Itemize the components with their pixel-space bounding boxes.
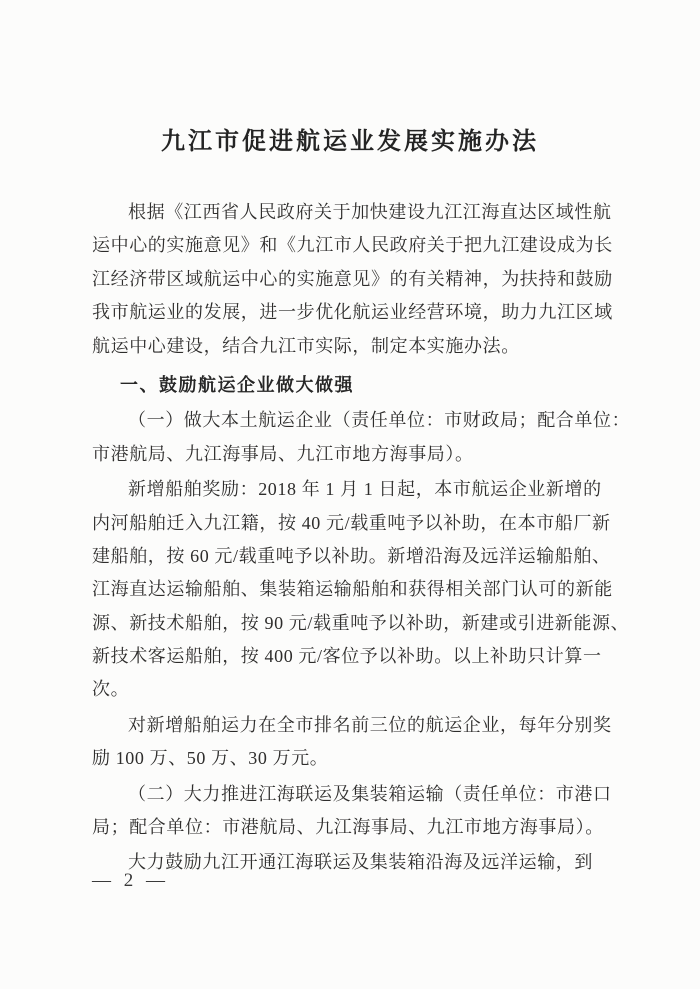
page-number: — 2 —	[92, 870, 169, 891]
text-line: 源、新技术船舶，按 90 元/载重吨予以补助，新建或引进新能源、	[92, 612, 630, 633]
text-line: 江海直达运输船舶、集装箱运输船舶和获得相关部门认可的新能	[92, 579, 613, 600]
text-line: 建船舶，按 60 元/载重吨予以补助。新增沿海及远洋运输船舶、	[92, 545, 611, 566]
text-line: 我市航运业的发展，进一步优化航运业经营环境，助力九江区域	[92, 302, 613, 323]
paragraph-ship-subsidy	[92, 473, 630, 707]
document-title: 九江市促进航运业发展实施办法	[161, 128, 539, 155]
text-line: 航运中心建设，结合九江市实际，制定本实施办法。	[92, 335, 520, 356]
text-line: 新增船舶奖励：2018 年 1 月 1 日起，本市航运企业新增的	[128, 479, 602, 500]
text-line: 局；配合单位：市港航局、九江海事局、九江市地方海事局）。	[92, 817, 604, 838]
text-line: 江经济带区域航运中心的实施意见》的有关精神，为扶持和鼓励	[92, 268, 613, 289]
paragraph-capacity-award	[92, 709, 612, 776]
paragraph-intro	[92, 196, 612, 363]
text-line: （一）做大本土航运企业（责任单位：市财政局；配合单位：	[128, 410, 631, 431]
text-line: 大力鼓励九江开通江海联运及集装箱沿海及远洋运输，到	[128, 852, 593, 873]
text-line: 根据《江西省人民政府关于加快建设九江江海直达区域性航	[128, 202, 612, 222]
text-line: 对新增船舶运力在全市排名前三位的航运企业，每年分别奖	[128, 714, 612, 735]
text-line: 励 100 万、50 万、30 万元。	[92, 748, 329, 769]
text-line: 内河船舶迁入九江籍，按 40 元/载重吨予以补助，在本市船厂新	[92, 512, 611, 533]
document-body	[92, 196, 631, 880]
text-line: 市港航局、九江海事局、九江市地方海事局）。	[92, 443, 474, 464]
paragraph-item-2	[92, 778, 612, 845]
text-line: （二）大力推进江海联运及集装箱运输（责任单位：市港口	[128, 783, 612, 804]
text-line: 运中心的实施意见》和《九江市人民政府关于把九江建设成为长	[92, 235, 613, 256]
paragraph-encourage-routes	[92, 846, 612, 879]
text-line: 新技术客运船舶，按 400 元/客位予以补助。以上补助只计算一	[92, 646, 602, 667]
text-line: 次。	[92, 679, 130, 700]
heading-line: 一、鼓励航运企业做大做强	[120, 374, 354, 395]
paragraph-item-1	[92, 404, 631, 471]
section-heading-1	[92, 369, 612, 402]
